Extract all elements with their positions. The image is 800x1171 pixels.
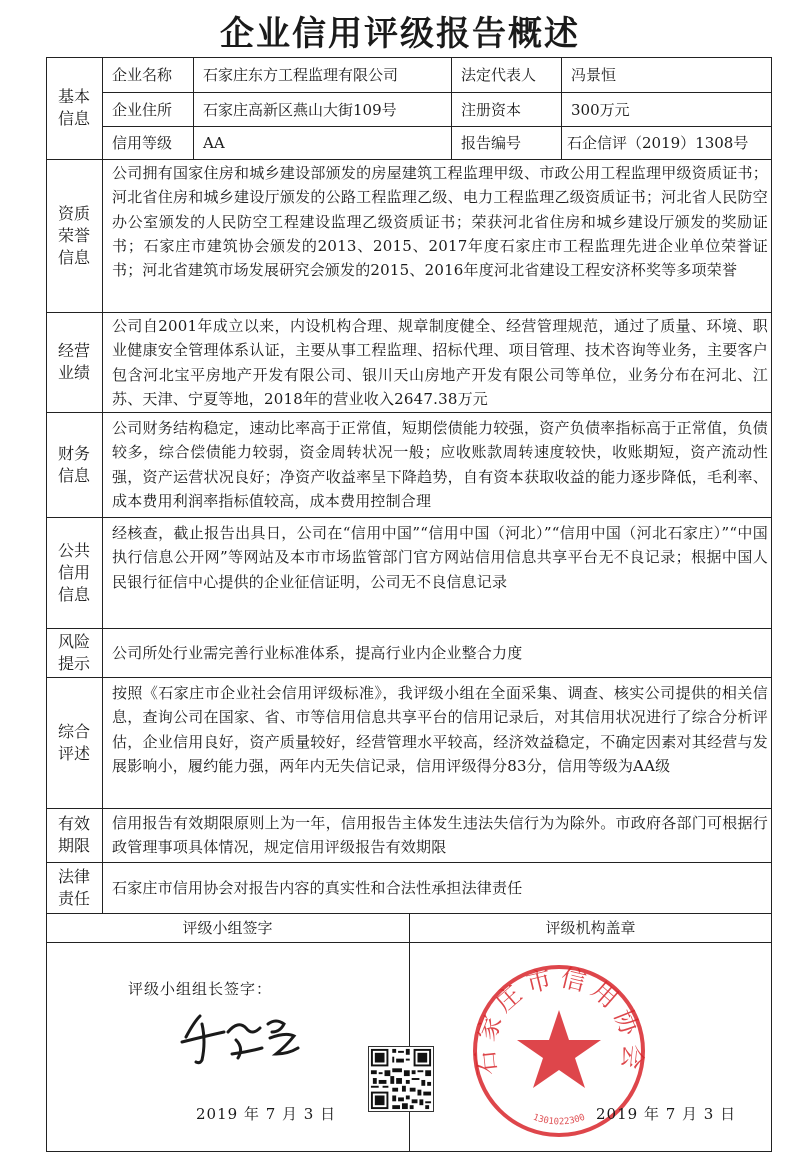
table-divider: [46, 159, 772, 160]
table-divider: [46, 312, 772, 313]
section-label-risk: 风险提示: [58, 631, 91, 673]
section-label-performance: 经营业绩: [58, 341, 91, 382]
report-number: 石企信评（2019）1308号: [567, 134, 749, 152]
field-label: 报告编号: [461, 134, 522, 152]
section-label-finance: 财务信息: [58, 443, 91, 485]
section-text-public-credit: 经核查，截止报告出具日，公司在“信用中国”“信用中国（河北）”“信用中国（河北石家庄）”“中国执行信息公开网”等网站及本市市场监管部门官方网站信用信息共享平台无不良记录；根据中国人民银行征信中心提供的企业征信证明，公司无不良信息记录: [112, 524, 768, 591]
section-text-performance: 公司自2001年成立以来，内设机构合理、规章制度健全、经营管理规范，通过了质量、环境、职业健康安全管理体系认证，主要从事工程监理、招标代理、项目管理、技术咨询等业务，主要客户包含河北宝平房地产开发有限公司、银川天山房地产开发有限公司等单位，业务分布在河北、江苏、天津、宁夏等地，2018年的营业收入2647.38万元: [112, 317, 768, 408]
field-label: 注册资本: [461, 100, 522, 119]
signature-header-right: 评级机构盖章: [545, 919, 636, 937]
signature-date-left: 2019 年 7 月 3 日: [196, 1105, 337, 1123]
section-text-qualifications: 公司拥有国家住房和城乡建设部颁发的房屋建筑工程监理甲级、市政公用工程监理甲级资质证书；河北省住房和城乡建设厅颁发的公路工程监理乙级、电力工程监理乙级资质证书；河北省人民防空办公室颁发的人民防空工程建设监理乙级资质证书；荣获河北省住房和城乡建设厅颁发的奖励证书；石家庄市建筑协会颁发的2013、2015、2017年度石家庄市工程监理先进企业单位荣誉证书；河北省建筑市场发展研究会颁发的2015、2016年度河北省建设工程安济杯奖等多项荣誉: [112, 164, 768, 280]
seal-number: 1301022300: [531, 1112, 587, 1128]
field-label: 法定代表人: [461, 66, 537, 84]
seal-name: 石家庄市信用协会: [469, 962, 649, 1077]
section-label-legal: 法律责任: [58, 866, 91, 908]
table-divider: [46, 677, 772, 678]
table-divider: [46, 628, 772, 629]
section-text-summary: 按照《石家庄市企业社会信用评级标准》，我评级小组在全面采集、调查、核实公司提供的相关信息，查询公司在国家、省、市等信用信息共享平台的信用记录后，对其信用状况进行了综合分析评估，企业信用良好，资产质量较好，经营管理水平较高，经济效益稳定，不确定因素对其经营与发展影响小，履约能力强，两年内无失信记录，信用评级得分83分，信用等级为AA级: [112, 684, 768, 775]
section-label-qualifications: 资质荣誉信息: [58, 203, 91, 267]
section-text-finance: 公司财务结构稳定，速动比率高于正常值，短期偿债能力较强，资产负债率指标高于正常值，负债较多，综合偿债能力较弱，资金周转状况一般；应收账款周转速度较快，收账期短，资产流动性强，资产运营状况良好；净资产收益率呈下降趋势，自有资本获取收益的能力逐步降低，毛利率、成本费用利润率指标值较高，成本费用控制合理: [112, 419, 768, 510]
field-label: 企业名称: [112, 66, 173, 84]
company-name: 石家庄东方工程监理有限公司: [203, 66, 399, 84]
qr-code-icon: [368, 1046, 434, 1112]
section-text-validity: 信用报告有效期限原则上为一年，信用报告主体发生违法失信行为为除外。市政府各部门可根据行政管理事项具体情况，规定信用评级报告有效期限: [112, 814, 768, 857]
section-label-summary: 综合评述: [58, 721, 91, 763]
signature-date-right: 2019 年 7 月 3 日: [596, 1105, 737, 1123]
field-label: 信用等级: [112, 134, 173, 152]
section-text-risk: 公司所处行业需完善行业标准体系，提高行业内企业整合力度: [112, 644, 523, 662]
table-divider: [409, 913, 410, 1152]
leader-signature-label: 评级小组组长签字：: [128, 980, 273, 998]
section-text-legal: 石家庄市信用协会对报告内容的真实性和合法性承担法律责任: [112, 879, 523, 897]
table-divider: [46, 517, 772, 518]
section-label-public-credit: 公共信用信息: [58, 540, 91, 604]
svg-text:1301022300: [531, 1113, 586, 1128]
field-label: 企业住所: [112, 100, 173, 119]
credit-rating: AA: [203, 133, 225, 152]
table-divider: [46, 808, 772, 809]
page-title: 企业信用评级报告概述: [220, 14, 580, 54]
table-divider: [46, 862, 772, 863]
table-divider: [46, 412, 772, 413]
handwritten-signature: [176, 1002, 306, 1072]
section-label-validity: 有效期限: [58, 814, 91, 855]
registered-capital: 300万元: [571, 100, 630, 119]
company-address: 石家庄高新区燕山大街109号: [203, 100, 397, 119]
section-label-basic: 基本信息: [58, 87, 91, 128]
signature-header-left: 评级小组签字: [182, 919, 273, 937]
legal-representative: 冯景恒: [571, 66, 617, 84]
